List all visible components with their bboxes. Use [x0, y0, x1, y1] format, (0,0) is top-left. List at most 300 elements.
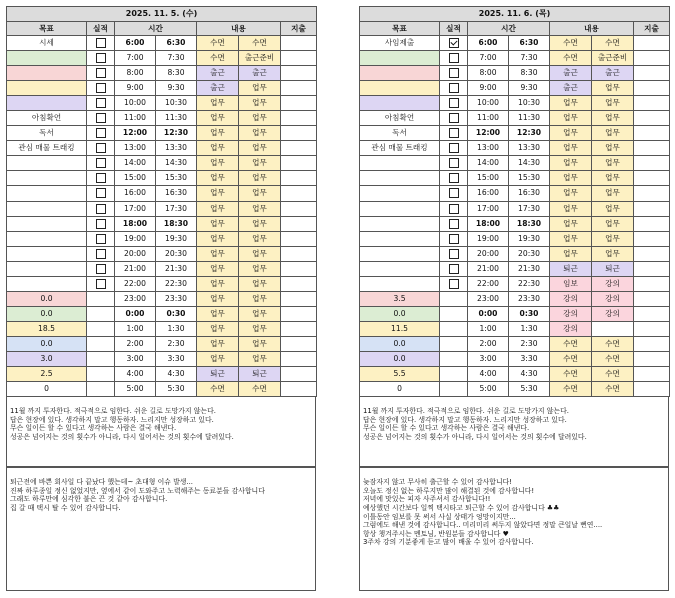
time-end: 1:30: [156, 321, 197, 336]
goal-cell[interactable]: [7, 66, 87, 81]
activity-cell[interactable]: 강의: [592, 276, 634, 291]
done-checkbox[interactable]: [449, 249, 459, 259]
done-checkbox[interactable]: [449, 98, 459, 108]
schedule-row: [7, 36, 317, 51]
spend-cell[interactable]: [281, 126, 317, 141]
spend-cell[interactable]: [634, 276, 670, 291]
done-cell: [87, 231, 115, 246]
activity-cell[interactable]: 업무: [197, 156, 239, 171]
goal-cell[interactable]: [7, 216, 87, 231]
goal-cell[interactable]: 시세: [7, 36, 87, 51]
activity-cell[interactable]: 업무: [592, 216, 634, 231]
memo-line: 그래도 하루만에 심각한 불은 끈 것 같아 감사합니다.: [10, 495, 168, 504]
activity-cell[interactable]: 업무: [239, 111, 281, 126]
activity-cell[interactable]: [592, 321, 634, 336]
activity-cell[interactable]: 업무: [592, 186, 634, 201]
time-end: 23:30: [509, 291, 550, 306]
goal-cell[interactable]: [7, 51, 87, 66]
spend-cell[interactable]: [281, 276, 317, 291]
schedule-row: [7, 382, 317, 397]
done-checkbox[interactable]: [449, 158, 459, 168]
done-cell: [87, 367, 115, 382]
done-checkbox[interactable]: [449, 264, 459, 274]
activity-cell[interactable]: 출근: [197, 66, 239, 81]
activity-cell[interactable]: 수면: [550, 367, 592, 382]
activity-cell[interactable]: 업무: [239, 306, 281, 321]
done-checkbox[interactable]: [96, 204, 106, 214]
time-end: 21:30: [509, 261, 550, 276]
activity-cell[interactable]: 수면: [550, 351, 592, 366]
done-checkbox[interactable]: [449, 204, 459, 214]
activity-cell[interactable]: 업무: [239, 201, 281, 216]
goal-cell[interactable]: 0.0: [7, 291, 87, 306]
activity-cell[interactable]: 업무: [239, 291, 281, 306]
goal-cell[interactable]: [360, 156, 440, 171]
goal-cell[interactable]: [360, 96, 440, 111]
activity-cell[interactable]: 출근: [550, 81, 592, 96]
activity-cell[interactable]: 업무: [550, 216, 592, 231]
spend-cell[interactable]: [634, 111, 670, 126]
goal-cell[interactable]: 0: [7, 382, 87, 397]
activity-cell[interactable]: 출근준비: [592, 51, 634, 66]
spend-cell[interactable]: [281, 306, 317, 321]
activity-cell[interactable]: 업무: [197, 216, 239, 231]
schedule-row: [7, 336, 317, 351]
time-start: 6:00: [115, 36, 156, 51]
done-checkbox[interactable]: [449, 128, 459, 138]
time-start: 21:00: [115, 261, 156, 276]
activity-cell[interactable]: 출근: [239, 66, 281, 81]
done-cell: [87, 81, 115, 96]
goal-cell[interactable]: [360, 261, 440, 276]
done-cell: [440, 336, 468, 351]
spend-cell[interactable]: [634, 36, 670, 51]
time-end: 2:30: [156, 336, 197, 351]
activity-cell[interactable]: 수면: [592, 382, 634, 397]
activity-cell[interactable]: 업무: [592, 111, 634, 126]
goal-cell[interactable]: 0.0: [360, 351, 440, 366]
gratitude-memo[interactable]: [6, 467, 316, 591]
activity-cell[interactable]: 업무: [197, 321, 239, 336]
goal-cell[interactable]: 0.0: [360, 336, 440, 351]
activity-cell[interactable]: 수면: [550, 51, 592, 66]
goal-cell[interactable]: 관심 매물 트래킹: [360, 141, 440, 156]
activity-cell[interactable]: 업무: [197, 96, 239, 111]
goal-cell[interactable]: 독서: [7, 126, 87, 141]
time-start: 18:00: [468, 216, 509, 231]
goal-cell[interactable]: 18.5: [7, 321, 87, 336]
goal-cell[interactable]: [7, 156, 87, 171]
time-end: 15:30: [509, 171, 550, 186]
spend-cell[interactable]: [281, 261, 317, 276]
affirmation-memo[interactable]: [6, 397, 316, 467]
done-checkbox[interactable]: [96, 173, 106, 183]
done-checkbox[interactable]: [449, 143, 459, 153]
schedule-row: [360, 351, 670, 366]
activity-cell[interactable]: 업무: [550, 231, 592, 246]
activity-cell[interactable]: 강의: [550, 321, 592, 336]
goal-cell[interactable]: [360, 276, 440, 291]
done-checkbox[interactable]: [449, 113, 459, 123]
goal-cell[interactable]: [360, 66, 440, 81]
spend-cell[interactable]: [634, 382, 670, 397]
activity-cell[interactable]: 업무: [239, 216, 281, 231]
activity-cell[interactable]: 업무: [197, 126, 239, 141]
spend-cell[interactable]: [281, 216, 317, 231]
goal-cell[interactable]: [7, 276, 87, 291]
activity-cell[interactable]: 업무: [550, 111, 592, 126]
spend-cell[interactable]: [281, 111, 317, 126]
done-checkbox[interactable]: [96, 113, 106, 123]
goal-cell[interactable]: [360, 231, 440, 246]
done-checkbox[interactable]: [449, 188, 459, 198]
goal-cell[interactable]: 0: [360, 382, 440, 397]
activity-cell[interactable]: 업무: [592, 96, 634, 111]
spend-cell[interactable]: [281, 171, 317, 186]
spend-cell[interactable]: [634, 96, 670, 111]
done-cell: [87, 246, 115, 261]
activity-cell[interactable]: 업무: [239, 186, 281, 201]
spend-cell[interactable]: [634, 321, 670, 336]
done-checkbox[interactable]: [449, 83, 459, 93]
time-start: 10:00: [468, 96, 509, 111]
done-checkbox[interactable]: [96, 188, 106, 198]
goal-cell[interactable]: [360, 81, 440, 96]
done-cell: [87, 186, 115, 201]
spend-cell[interactable]: [281, 156, 317, 171]
goal-cell[interactable]: [360, 186, 440, 201]
activity-cell[interactable]: 출근: [197, 81, 239, 96]
spend-cell[interactable]: [634, 367, 670, 382]
done-checkbox[interactable]: [449, 279, 459, 289]
affirmation-memo[interactable]: [359, 397, 669, 467]
activity-cell[interactable]: 업무: [197, 141, 239, 156]
memo-line: 오늘도 정신 없는 하루지만 많이 해결된 것에 감사합니다!: [363, 486, 535, 495]
done-checkbox[interactable]: [449, 173, 459, 183]
time-end: 20:30: [509, 246, 550, 261]
done-cell: [87, 306, 115, 321]
goal-cell[interactable]: 0.0: [360, 306, 440, 321]
activity-cell[interactable]: 수면: [592, 336, 634, 351]
schedule-row: [360, 306, 670, 321]
activity-cell[interactable]: 업무: [239, 231, 281, 246]
activity-cell[interactable]: 강의: [592, 291, 634, 306]
activity-cell[interactable]: 업무: [239, 81, 281, 96]
activity-cell[interactable]: 업무: [239, 141, 281, 156]
schedule-row: [360, 336, 670, 351]
activity-cell[interactable]: 강의: [550, 306, 592, 321]
activity-cell[interactable]: 업무: [550, 141, 592, 156]
time-end: 4:30: [509, 367, 550, 382]
goal-cell[interactable]: [7, 171, 87, 186]
done-cell: [87, 382, 115, 397]
schedule-row: [360, 51, 670, 66]
time-end: 2:30: [509, 336, 550, 351]
activity-cell[interactable]: 업무: [592, 81, 634, 96]
schedule-table: [6, 6, 317, 397]
time-start: 6:00: [468, 36, 509, 51]
time-start: 16:00: [115, 186, 156, 201]
activity-cell[interactable]: 출근: [550, 66, 592, 81]
time-end: 5:30: [156, 382, 197, 397]
activity-cell[interactable]: 업무: [239, 126, 281, 141]
activity-cell[interactable]: 수면: [592, 351, 634, 366]
spend-cell[interactable]: [634, 126, 670, 141]
activity-cell[interactable]: 업무: [239, 96, 281, 111]
done-checkbox[interactable]: [96, 83, 106, 93]
done-checkbox[interactable]: [96, 143, 106, 153]
spend-cell[interactable]: [281, 246, 317, 261]
goal-cell[interactable]: 5.5: [360, 367, 440, 382]
activity-cell[interactable]: 업무: [197, 186, 239, 201]
schedule-row: [360, 111, 670, 126]
activity-cell[interactable]: 수면: [592, 367, 634, 382]
activity-cell[interactable]: 업무: [197, 201, 239, 216]
time-start: 23:00: [468, 291, 509, 306]
done-cell: [440, 306, 468, 321]
spend-cell[interactable]: [634, 156, 670, 171]
goal-cell[interactable]: [360, 201, 440, 216]
time-start: 2:00: [468, 336, 509, 351]
spend-cell[interactable]: [281, 36, 317, 51]
spend-cell[interactable]: [634, 141, 670, 156]
done-checkbox[interactable]: [96, 219, 106, 229]
spend-cell[interactable]: [281, 96, 317, 111]
spend-cell[interactable]: [281, 367, 317, 382]
activity-cell[interactable]: 업무: [592, 141, 634, 156]
spend-cell[interactable]: [634, 81, 670, 96]
time-end: 14:30: [156, 156, 197, 171]
schedule-row: [7, 96, 317, 111]
activity-cell[interactable]: 업무: [239, 351, 281, 366]
done-checkbox[interactable]: [96, 249, 106, 259]
activity-cell[interactable]: 퇴근: [239, 367, 281, 382]
time-end: 4:30: [156, 367, 197, 382]
done-cell: [440, 201, 468, 216]
activity-cell[interactable]: 업무: [239, 321, 281, 336]
schedule-row: [360, 96, 670, 111]
schedule-row: [7, 231, 317, 246]
activity-cell[interactable]: 업무: [592, 156, 634, 171]
activity-cell[interactable]: 업무: [550, 246, 592, 261]
spend-cell[interactable]: [634, 216, 670, 231]
activity-cell[interactable]: 업무: [239, 336, 281, 351]
goal-cell[interactable]: 아침확언: [360, 111, 440, 126]
goal-cell[interactable]: [7, 186, 87, 201]
done-cell: [440, 276, 468, 291]
activity-cell[interactable]: 수면: [197, 382, 239, 397]
memo-line: 무슨 일이든 할 수 있다고 생각하는 사람은 결국 해낸다.: [363, 424, 530, 433]
memo-line: 퇴근전에 바쁜 회사일 다 끝났다 했는데~ 초대형 이슈 발생...: [10, 478, 193, 487]
activity-cell[interactable]: 업무: [592, 171, 634, 186]
spend-cell[interactable]: [634, 231, 670, 246]
activity-cell[interactable]: 업무: [197, 306, 239, 321]
activity-cell[interactable]: 업무: [550, 96, 592, 111]
goal-cell[interactable]: 독서: [360, 126, 440, 141]
schedule-row: [360, 246, 670, 261]
done-checkbox[interactable]: [449, 234, 459, 244]
goal-cell[interactable]: 2.5: [7, 367, 87, 382]
activity-cell[interactable]: 업무: [239, 276, 281, 291]
activity-cell[interactable]: 수면: [550, 336, 592, 351]
done-checkbox[interactable]: [96, 264, 106, 274]
done-cell: [87, 351, 115, 366]
activity-cell[interactable]: 업무: [592, 246, 634, 261]
activity-cell[interactable]: 업무: [197, 246, 239, 261]
goal-cell[interactable]: [360, 216, 440, 231]
activity-cell[interactable]: 퇴근: [550, 261, 592, 276]
activity-cell[interactable]: 업무: [239, 261, 281, 276]
done-checkbox[interactable]: [96, 53, 106, 63]
time-start: 12:00: [115, 126, 156, 141]
done-checkbox[interactable]: [96, 279, 106, 289]
done-cell: [440, 111, 468, 126]
done-checkbox[interactable]: [449, 53, 459, 63]
goal-cell[interactable]: [7, 201, 87, 216]
spend-cell[interactable]: [281, 351, 317, 366]
done-checkbox[interactable]: [96, 158, 106, 168]
done-checkbox[interactable]: [96, 234, 106, 244]
header-content: 내용: [550, 22, 634, 36]
done-cell: [87, 276, 115, 291]
goal-cell[interactable]: [7, 96, 87, 111]
activity-cell[interactable]: 출근준비: [239, 51, 281, 66]
activity-cell[interactable]: 강의: [592, 306, 634, 321]
activity-cell[interactable]: 업무: [197, 111, 239, 126]
activity-cell[interactable]: 수면: [239, 36, 281, 51]
schedule-row: [7, 261, 317, 276]
goal-cell[interactable]: [7, 246, 87, 261]
goal-cell[interactable]: 3.5: [360, 291, 440, 306]
activity-cell[interactable]: 업무: [197, 231, 239, 246]
spend-cell[interactable]: [281, 81, 317, 96]
memo-line: 집 갈 때 택시 탈 수 있어 감사합니다.: [10, 503, 121, 512]
done-cell: [87, 126, 115, 141]
goal-cell[interactable]: [7, 231, 87, 246]
spend-cell[interactable]: [634, 246, 670, 261]
time-end: 10:30: [156, 96, 197, 111]
activity-cell[interactable]: 업무: [592, 201, 634, 216]
activity-cell[interactable]: 퇴근: [592, 261, 634, 276]
activity-cell[interactable]: 수면: [197, 51, 239, 66]
activity-cell[interactable]: 업무: [550, 156, 592, 171]
activity-cell[interactable]: 강의: [550, 291, 592, 306]
activity-cell[interactable]: 출근: [592, 66, 634, 81]
activity-cell[interactable]: 업무: [197, 261, 239, 276]
activity-cell[interactable]: 업무: [197, 351, 239, 366]
goal-cell[interactable]: [7, 81, 87, 96]
spend-cell[interactable]: [634, 201, 670, 216]
activity-cell[interactable]: 수면: [550, 36, 592, 51]
goal-cell[interactable]: [360, 51, 440, 66]
spend-cell[interactable]: [281, 201, 317, 216]
goal-cell[interactable]: 관심 매물 트래킹: [7, 141, 87, 156]
goal-cell[interactable]: 0.0: [7, 306, 87, 321]
done-cell: [440, 126, 468, 141]
spend-cell[interactable]: [281, 231, 317, 246]
time-end: 8:30: [156, 66, 197, 81]
spend-cell[interactable]: [281, 291, 317, 306]
spend-cell[interactable]: [281, 51, 317, 66]
activity-cell[interactable]: 업무: [197, 171, 239, 186]
spend-cell[interactable]: [634, 261, 670, 276]
memo-line: 예상했던 시간보다 일찍 택시타고 퇴근할 수 있어 감사합니다 ♣♣: [363, 503, 560, 512]
goal-cell[interactable]: 0.0: [7, 336, 87, 351]
done-checkbox[interactable]: [449, 68, 459, 78]
activity-cell[interactable]: 업무: [550, 171, 592, 186]
goal-cell[interactable]: 3.0: [7, 351, 87, 366]
activity-cell[interactable]: 임보: [550, 276, 592, 291]
spend-cell[interactable]: [281, 141, 317, 156]
done-cell: [87, 201, 115, 216]
done-checkbox[interactable]: [96, 68, 106, 78]
done-checkbox[interactable]: [96, 128, 106, 138]
schedule-row: [7, 367, 317, 382]
spend-cell[interactable]: [281, 321, 317, 336]
activity-cell[interactable]: 업무: [550, 126, 592, 141]
spend-cell[interactable]: [634, 291, 670, 306]
spend-cell[interactable]: [634, 351, 670, 366]
activity-cell[interactable]: 수면: [550, 382, 592, 397]
time-start: 11:00: [468, 111, 509, 126]
goal-cell[interactable]: 아침확언: [7, 111, 87, 126]
activity-cell[interactable]: 수면: [239, 382, 281, 397]
activity-cell[interactable]: 업무: [550, 186, 592, 201]
done-checkbox[interactable]: [449, 38, 459, 48]
goal-cell[interactable]: [7, 261, 87, 276]
activity-cell[interactable]: 업무: [197, 276, 239, 291]
spend-cell[interactable]: [634, 66, 670, 81]
activity-cell[interactable]: 업무: [592, 126, 634, 141]
done-checkbox[interactable]: [449, 219, 459, 229]
spend-cell[interactable]: [281, 66, 317, 81]
time-end: 16:30: [509, 186, 550, 201]
activity-cell[interactable]: 업무: [197, 336, 239, 351]
activity-cell[interactable]: 업무: [239, 171, 281, 186]
spend-cell[interactable]: [281, 336, 317, 351]
gratitude-memo[interactable]: [359, 467, 669, 591]
goal-cell[interactable]: 사임제출: [360, 36, 440, 51]
spend-cell[interactable]: [281, 186, 317, 201]
activity-cell[interactable]: 수면: [197, 36, 239, 51]
spend-cell[interactable]: [634, 306, 670, 321]
schedule-row: [360, 156, 670, 171]
activity-cell[interactable]: 업무: [550, 201, 592, 216]
done-checkbox[interactable]: [96, 98, 106, 108]
done-cell: [440, 321, 468, 336]
goal-cell[interactable]: 11.5: [360, 321, 440, 336]
goal-cell[interactable]: [360, 171, 440, 186]
header-done: 실적: [87, 22, 115, 36]
activity-cell[interactable]: 업무: [592, 231, 634, 246]
time-start: 4:00: [468, 367, 509, 382]
done-checkbox[interactable]: [96, 38, 106, 48]
activity-cell[interactable]: 업무: [197, 291, 239, 306]
spend-cell[interactable]: [634, 51, 670, 66]
time-end: 15:30: [156, 171, 197, 186]
activity-cell[interactable]: 수면: [592, 36, 634, 51]
goal-cell[interactable]: [360, 246, 440, 261]
spend-cell[interactable]: [634, 336, 670, 351]
spend-cell[interactable]: [634, 171, 670, 186]
activity-cell[interactable]: 업무: [239, 156, 281, 171]
spend-cell[interactable]: [281, 382, 317, 397]
time-start: 17:00: [468, 201, 509, 216]
activity-cell[interactable]: 업무: [239, 246, 281, 261]
spend-cell[interactable]: [634, 186, 670, 201]
done-cell: [87, 96, 115, 111]
activity-cell[interactable]: 퇴근: [197, 367, 239, 382]
